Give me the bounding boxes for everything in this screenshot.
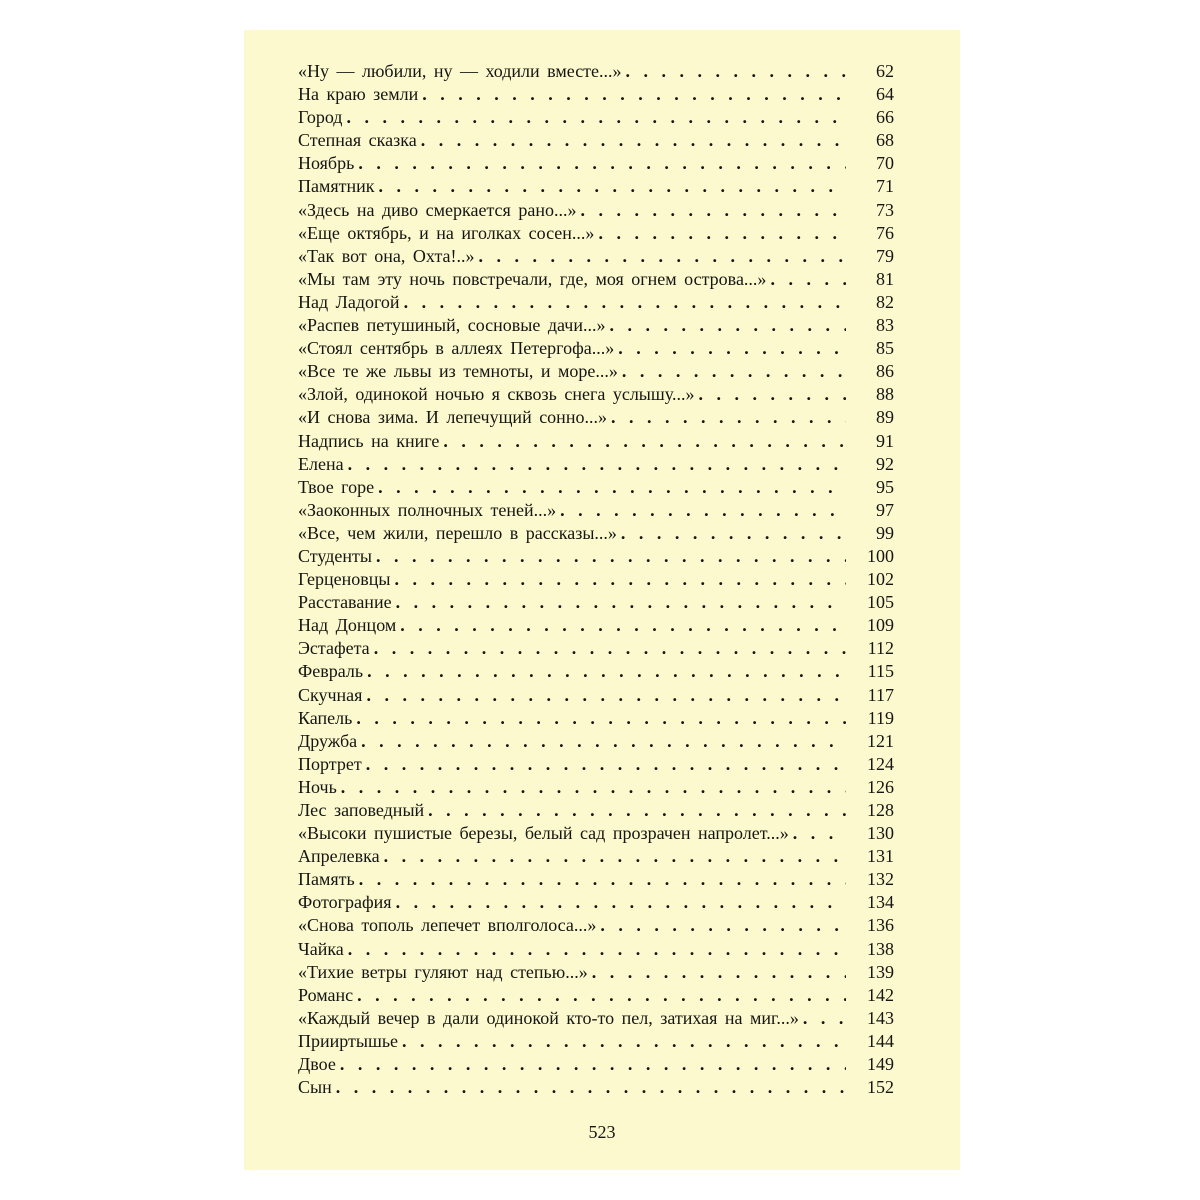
- toc-entry-page: 132: [867, 869, 894, 890]
- toc-entry-page: 131: [867, 846, 894, 867]
- dot-leader: [621, 522, 846, 545]
- toc-entry: [298, 938, 894, 961]
- dot-leader: [793, 822, 846, 845]
- toc-entry-page: 83: [876, 315, 894, 336]
- toc-entry: [298, 60, 894, 83]
- toc-entry-page: 117: [867, 684, 894, 705]
- toc-entry-title: «Здесь на диво смеркается рано...»: [298, 199, 580, 222]
- toc-entry-title: Студенты: [298, 545, 376, 568]
- toc-entry: [298, 222, 894, 245]
- toc-entry-title: Город: [298, 106, 346, 129]
- dot-leader: [376, 545, 846, 568]
- toc-entry: [298, 707, 894, 730]
- dot-leader: [622, 360, 846, 383]
- dot-leader: [346, 106, 846, 129]
- toc-entry-page: 115: [867, 661, 894, 682]
- toc-entry-title: «Ну — любили, ну — ходили вместе...»: [298, 60, 626, 83]
- toc-entry: [298, 591, 894, 614]
- toc-entry-page: 149: [867, 1054, 894, 1075]
- toc-entry-title: «Еще октябрь, и на иголках сосен...»: [298, 222, 598, 245]
- dot-leader: [396, 591, 846, 614]
- dot-leader: [400, 614, 846, 637]
- toc-entry-title: Портрет: [298, 753, 366, 776]
- toc-entry-page: 71: [876, 176, 894, 197]
- toc-entry: [298, 845, 894, 868]
- toc-entry: [298, 106, 894, 129]
- toc-entry-page: 81: [876, 268, 894, 289]
- toc-entry-page: 68: [876, 130, 894, 151]
- dot-leader: [592, 961, 846, 984]
- dot-leader: [341, 776, 846, 799]
- toc-entry-title: Ноябрь: [298, 152, 358, 175]
- toc-entry: [298, 684, 894, 707]
- dot-leader: [359, 868, 846, 891]
- toc-entry-page: 100: [867, 545, 894, 566]
- toc-entry-page: 128: [867, 800, 894, 820]
- toc-entry-page: 152: [867, 1077, 894, 1098]
- toc-entry-page: 112: [867, 638, 894, 659]
- dot-leader: [358, 152, 846, 175]
- toc-entry-title: Сын: [298, 1076, 336, 1099]
- toc-entry-title: Степная сказка: [298, 129, 421, 152]
- page-number: 523: [588, 1122, 616, 1142]
- dot-leader: [598, 222, 846, 245]
- toc-entry-title: Февраль: [298, 660, 367, 683]
- toc-entry-page: 136: [867, 915, 894, 936]
- dot-leader: [357, 984, 846, 1007]
- toc-entry: [298, 314, 894, 337]
- toc-entry-page: 76: [876, 222, 894, 243]
- toc-entry-title: «Злой, одинокой ночью я сквозь снега услышу...»: [298, 383, 698, 406]
- toc-entry-page: 138: [867, 938, 894, 959]
- toc-entry: [298, 776, 894, 799]
- toc-entry-page: 105: [867, 592, 894, 613]
- toc-entry-page: 95: [876, 476, 894, 497]
- toc-entry-title: Двое: [298, 1053, 340, 1076]
- toc-entry: [298, 545, 894, 568]
- toc-entry: [298, 1030, 894, 1053]
- toc-entry-page: 124: [867, 753, 894, 774]
- dot-leader: [611, 406, 846, 429]
- toc-entry: [298, 868, 894, 891]
- toc-entry-page: 86: [876, 361, 894, 382]
- dot-leader: [356, 707, 846, 730]
- toc-entry-page: 119: [867, 707, 894, 728]
- toc-entry-title: Память: [298, 868, 359, 891]
- toc-entry-title: «Распев петушиный, сосновые дачи...»: [298, 314, 609, 337]
- dot-leader: [366, 753, 846, 776]
- toc-entry-page: 92: [876, 453, 894, 474]
- toc-entry-title: Капель: [298, 707, 356, 730]
- toc-entry: [298, 152, 894, 175]
- dot-leader: [402, 1030, 846, 1053]
- dot-leader: [366, 684, 846, 707]
- toc-entry: [298, 245, 894, 268]
- dot-leader: [379, 175, 846, 198]
- toc-entry: [298, 406, 894, 429]
- toc-entry-title: Елена: [298, 453, 348, 476]
- toc-entry-page: 79: [876, 245, 894, 266]
- dot-leader: [395, 568, 846, 591]
- toc-entry: [298, 891, 894, 914]
- toc-entry-title: Романс: [298, 984, 357, 1007]
- dot-leader: [348, 938, 846, 961]
- toc-entry: [298, 984, 894, 1007]
- dot-leader: [422, 83, 846, 106]
- toc-entry-page: 142: [867, 984, 894, 1005]
- dot-leader: [443, 430, 846, 453]
- toc-entry-title: Фотография: [298, 891, 396, 914]
- toc-entry: [298, 268, 894, 291]
- toc-entry-page: 109: [867, 615, 894, 636]
- dot-leader: [609, 314, 846, 337]
- toc-entry-page: 126: [867, 776, 894, 797]
- dot-leader: [626, 60, 846, 83]
- toc-entry-title: «Так вот она, Охта!..»: [298, 245, 479, 268]
- dot-leader: [560, 499, 846, 522]
- toc-entry: [298, 614, 894, 637]
- toc-entry-page: 121: [867, 730, 894, 751]
- toc-entry: [298, 476, 894, 499]
- toc-entry-title: Апрелевка: [298, 845, 384, 868]
- table-of-contents: [298, 60, 894, 1099]
- toc-entry-page: 70: [876, 153, 894, 174]
- dot-leader: [378, 476, 846, 499]
- dot-leader: [361, 730, 846, 753]
- toc-entry-title: «Стоял сентябрь в аллеях Петергофа...»: [298, 337, 618, 360]
- toc-entry-page: 99: [876, 522, 894, 543]
- toc-entry-page: 139: [867, 961, 894, 982]
- toc-entry: [298, 637, 894, 660]
- toc-entry-page: 89: [876, 407, 894, 428]
- toc-entry: [298, 799, 894, 822]
- toc-entry-title: «Все, чем жили, перешло в рассказы...»: [298, 522, 621, 545]
- toc-entry-title: «Высоки пушистые березы, белый сад прозрачен напролет...»: [298, 822, 793, 845]
- toc-entry-title: «Каждый вечер в дали одинокой кто-то пел, затихая на миг...»: [298, 1007, 803, 1030]
- dot-leader: [404, 291, 846, 314]
- toc-entry-page: 91: [876, 430, 894, 451]
- dot-leader: [479, 245, 846, 268]
- toc-entry-title: «Все те же львы из темноты, и море...»: [298, 360, 622, 383]
- toc-entry: [298, 383, 894, 406]
- toc-entry: [298, 360, 894, 383]
- toc-entry-page: 64: [876, 84, 894, 105]
- toc-entry-title: «И снова зима. И лепечущий сонно...»: [298, 406, 611, 429]
- toc-entry-title: Эстафета: [298, 637, 374, 660]
- toc-entry: [298, 822, 894, 845]
- toc-entry-title: Скучная: [298, 684, 366, 707]
- toc-entry-title: «Заоконных полночных теней...»: [298, 499, 560, 522]
- toc-entry-page: 144: [867, 1030, 894, 1051]
- toc-entry-page: 73: [876, 199, 894, 220]
- toc-entry: [298, 453, 894, 476]
- toc-entry: [298, 199, 894, 222]
- toc-entry-page: 97: [876, 499, 894, 520]
- toc-entry: [298, 914, 894, 937]
- toc-entry-title: Герценовцы: [298, 568, 395, 591]
- dot-leader: [770, 268, 846, 291]
- toc-entry-page: 102: [867, 569, 894, 590]
- toc-entry-title: Чайка: [298, 938, 348, 961]
- dot-leader: [698, 383, 846, 406]
- dot-leader: [803, 1007, 846, 1030]
- toc-entry-title: «Тихие ветры гуляют над степью...»: [298, 961, 592, 984]
- toc-entry: [298, 83, 894, 106]
- dot-leader: [600, 914, 846, 937]
- toc-entry: [298, 499, 894, 522]
- toc-entry-page: 82: [876, 291, 894, 312]
- toc-entry: [298, 961, 894, 984]
- toc-entry: [298, 522, 894, 545]
- toc-entry: [298, 730, 894, 753]
- toc-entry: [298, 660, 894, 683]
- dot-leader: [384, 845, 846, 868]
- toc-entry-page: 143: [867, 1007, 894, 1028]
- toc-entry-title: Надпись на книге: [298, 430, 443, 453]
- toc-entry-title: «Мы там эту ночь повстречали, где, моя огнем острова...»: [298, 268, 770, 291]
- dot-leader: [340, 1053, 846, 1076]
- toc-entry-title: Над Донцом: [298, 614, 400, 637]
- toc-entry-title: Прииртышье: [298, 1030, 402, 1053]
- dot-leader: [396, 891, 846, 914]
- toc-entry-title: На краю земли: [298, 83, 422, 106]
- toc-entry: [298, 430, 894, 453]
- toc-entry: [298, 129, 894, 152]
- toc-entry-title: Дружба: [298, 730, 361, 753]
- dot-leader: [580, 199, 846, 222]
- toc-entry: [298, 568, 894, 591]
- toc-entry: [298, 175, 894, 198]
- toc-entry-title: «Снова тополь лепечет вполголоса...»: [298, 914, 600, 937]
- toc-entry-page: 88: [876, 384, 894, 405]
- toc-entry-title: Твое горе: [298, 476, 378, 499]
- toc-entry-title: Над Ладогой: [298, 291, 404, 314]
- toc-entry: [298, 337, 894, 360]
- dot-leader: [428, 799, 846, 822]
- toc-entry-page: 130: [867, 823, 894, 844]
- dot-leader: [618, 337, 846, 360]
- toc-entry: [298, 753, 894, 776]
- dot-leader: [336, 1076, 846, 1099]
- toc-entry-title: Памятник: [298, 175, 379, 198]
- toc-entry-page: 62: [876, 61, 894, 81]
- book-page: [244, 30, 960, 1170]
- dot-leader: [374, 637, 846, 660]
- toc-entry-title: Расставание: [298, 591, 396, 614]
- toc-entry-page: 134: [867, 892, 894, 913]
- toc-entry-page: 66: [876, 107, 894, 128]
- toc-entry: [298, 291, 894, 314]
- toc-entry: [298, 1076, 894, 1099]
- dot-leader: [348, 453, 846, 476]
- toc-entry: [298, 1053, 894, 1076]
- toc-entry-title: Ночь: [298, 776, 341, 799]
- dot-leader: [367, 660, 846, 683]
- toc-entry: [298, 1007, 894, 1030]
- dot-leader: [421, 129, 846, 152]
- toc-entry-title: Лес заповедный: [298, 799, 428, 822]
- toc-entry-page: 85: [876, 338, 894, 359]
